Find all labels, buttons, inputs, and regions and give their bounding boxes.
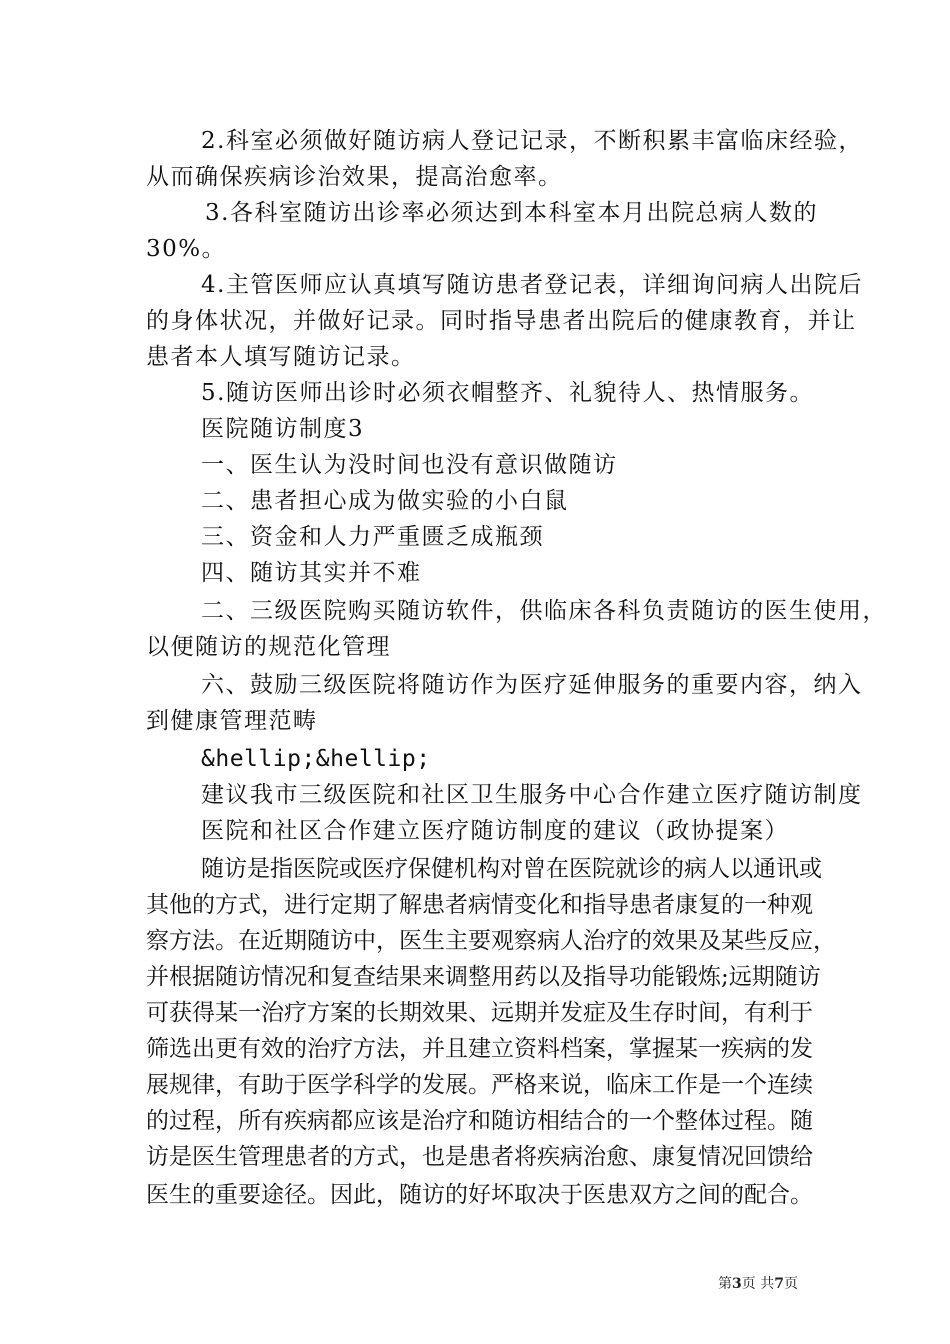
- current-page-number: 3: [732, 1276, 742, 1292]
- text-line: 医生的重要途径。因此，随访的好坏取决于医患双方之间的配合。: [146, 1182, 813, 1208]
- text-line: 察方法。在近期随访中，医生主要观察病人治疗的效果及某些反应，: [146, 928, 836, 954]
- text-line: 并根据随访情况和复查结果来调整用药以及指导功能锻炼;远期随访: [146, 964, 821, 990]
- text-line: 可获得某一治疗方案的长期效果、远期并发症及生存时间，有利于: [146, 1000, 813, 1026]
- text-line: 四、随访其实并不难: [201, 560, 422, 586]
- text-line: 的过程，所有疾病都应该是治疗和随访相结合的一个整体过程。随: [146, 1108, 813, 1134]
- text-line: 展规律，有助于医学科学的发展。严格来说，临床工作是一个连续: [146, 1072, 813, 1098]
- text-line: 2.科室必须做好随访病人登记记录，不断积累丰富临床经验，: [201, 128, 863, 154]
- text-line: &hellip;&hellip;: [201, 746, 431, 772]
- text-line: 30%。: [146, 236, 227, 262]
- text-line: 建议我市三级医院和社区卫生服务中心合作建立医疗随访制度: [201, 782, 863, 808]
- total-page-number: 7: [774, 1276, 784, 1292]
- footer-middle: 页 共: [741, 1276, 775, 1292]
- footer-prefix: 第: [718, 1276, 732, 1292]
- text-line: 到健康管理范畴: [146, 708, 318, 734]
- text-line: 从而确保疾病诊治效果，提高治愈率。: [146, 164, 563, 190]
- text-line: 的身体状况，并做好记录。同时指导患者出院后的健康教育，并让: [146, 308, 857, 334]
- text-line: 六、鼓励三级医院将随访作为医疗延伸服务的重要内容，纳入: [201, 672, 863, 698]
- text-line: 一、医生认为没时间也没有意识做随访: [201, 452, 618, 478]
- text-line: 访是医生管理患者的方式，也是患者将疾病治愈、康复情况回馈给: [146, 1144, 813, 1170]
- text-line: 二、患者担心成为做实验的小白鼠: [201, 488, 569, 514]
- text-line: 3.各科室随访出诊率必须达到本科室本月出院总病人数的: [205, 200, 818, 226]
- text-line: 随访是指医院或医疗保健机构对曾在医院就诊的病人以通讯或: [201, 856, 822, 882]
- text-line: 医院和社区合作建立医疗随访制度的建议（政协提案）: [201, 818, 789, 844]
- text-line: 三、资金和人力严重匮乏成瓶颈: [201, 524, 544, 550]
- page-number-footer: [718, 1276, 798, 1292]
- text-line: 以便随访的规范化管理: [146, 634, 391, 660]
- text-line: 其他的方式，进行定期了解患者病情变化和指导患者康复的一种观: [146, 892, 813, 918]
- footer-suffix: 页: [783, 1276, 798, 1292]
- text-line: 筛选出更有效的治疗方法，并且建立资料档案，掌握某一疾病的发: [146, 1036, 813, 1062]
- text-line: 二、三级医院购买随访软件，供临床各科负责随访的医生使用，: [201, 598, 887, 624]
- text-line: 5.随访医师出诊时必须衣帽整齐、礼貌待人、热情服务。: [201, 380, 814, 406]
- section-heading: 医院随访制度3: [201, 416, 365, 442]
- text-line: 4.主管医师应认真填写随访患者登记表，详细询问病人出院后: [201, 272, 863, 298]
- text-line: 患者本人填写随访记录。: [146, 344, 416, 370]
